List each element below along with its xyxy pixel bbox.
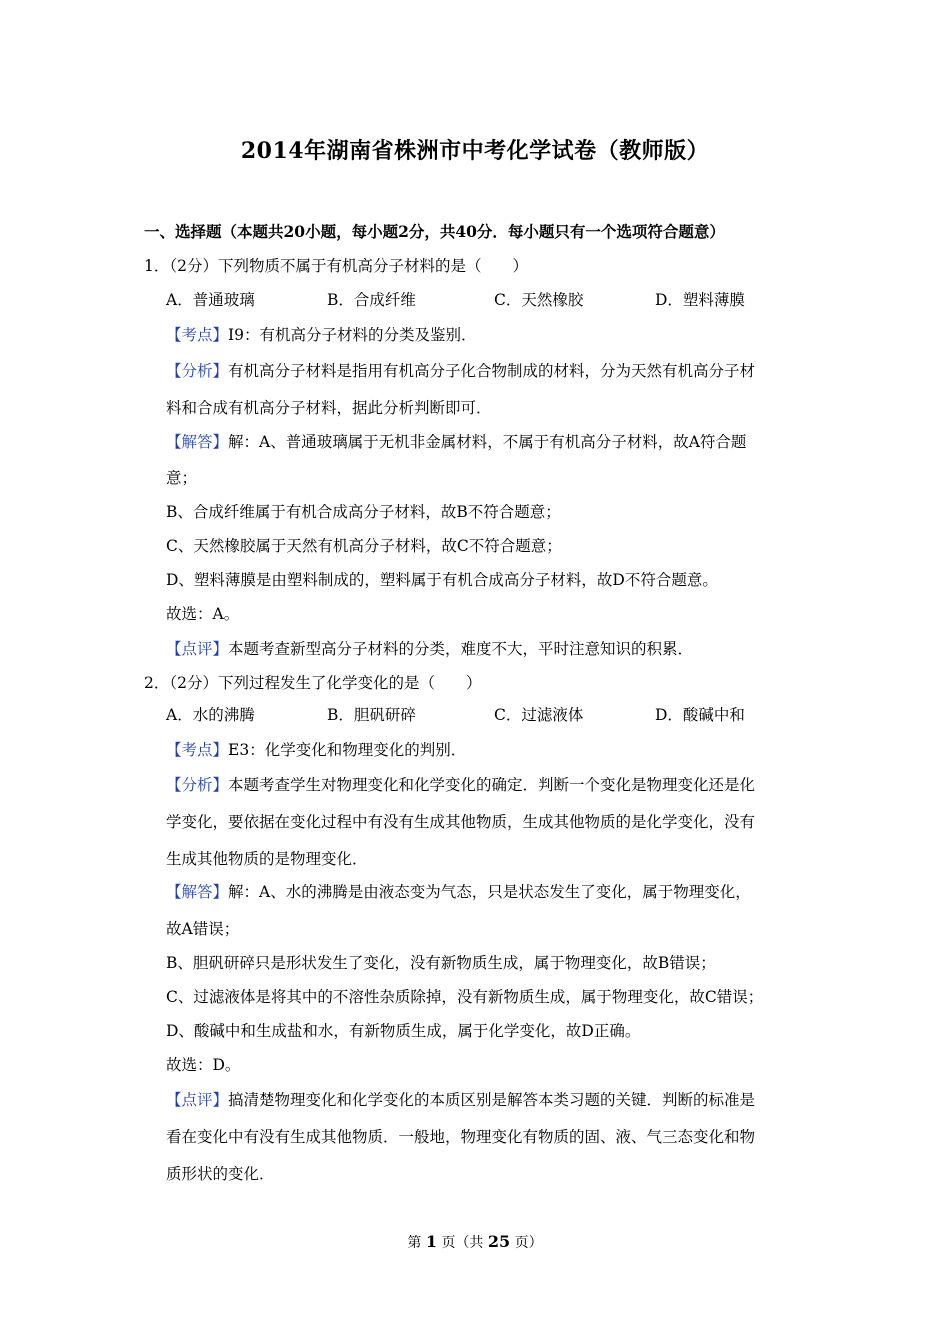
q2-fenxi	[166, 775, 755, 795]
footer-total-pages: 25	[487, 1232, 511, 1251]
q1-jieda-text-5: D、塑料薄膜是由塑料制成的，塑料属于有机合成高分子材料，故D不符合题意。	[166, 571, 718, 589]
q2-option-c: C．过滤液体	[494, 706, 584, 724]
q2-jieda-text-6: 故选：D。	[166, 1056, 241, 1074]
jieda-tag: 【解答】	[166, 883, 229, 901]
jieda-tag: 【解答】	[166, 433, 229, 451]
q2-kaodian	[166, 740, 466, 760]
footer-prefix: 第	[407, 1235, 422, 1251]
kaodian-tag: 【考点】	[166, 741, 229, 759]
question-1-stem: 1．（2分）下列物质不属于有机高分子材料的是（ ）	[144, 257, 528, 275]
q2-dianping	[166, 1090, 755, 1110]
footer-suffix: 页）	[514, 1235, 543, 1251]
q1-option-a: A．普通玻璃	[166, 291, 255, 309]
q1-jieda-text-4: C、天然橡胶属于天然有机高分子材料，故C不符合题意；	[166, 537, 562, 555]
fenxi-tag: 【分析】	[166, 362, 229, 380]
q2-fenxi-text-1: 本题考查学生对物理变化和化学变化的确定．判断一个变化是物理变化还是化	[228, 776, 756, 794]
q1-fenxi	[166, 361, 755, 381]
q2-jieda	[166, 882, 751, 902]
q2-option-d: D．酸碱中和	[655, 706, 745, 724]
q1-option-c: C．天然橡胶	[494, 291, 584, 309]
section-heading: 一、选择题（本题共20小题，每小题2分，共40分．每小题只有一个选项符合题意）	[144, 222, 725, 241]
fenxi-tag: 【分析】	[166, 776, 229, 794]
q2-dianping-text-2: 看在变化中有没有生成其他物质．一般地，物理变化有物质的固、液、气三态变化和物	[166, 1128, 756, 1146]
q1-fenxi-text-2: 料和合成有机高分子材料，据此分析判断即可．	[166, 399, 492, 417]
q2-jieda-text-4: C、过滤液体是将其中的不溶性杂质除掉，没有新物质生成，属于物理变化，故C错误；	[166, 988, 764, 1006]
q2-option-b: B．胆矾研碎	[327, 706, 416, 724]
q2-dianping-text-3: 质形状的变化．	[166, 1165, 275, 1183]
q1-jieda-text-2: 意；	[166, 469, 198, 487]
kaodian-tag: 【考点】	[166, 326, 229, 344]
dianping-tag: 【点评】	[166, 640, 229, 658]
q2-kaodian-text: E3：化学变化和物理变化的判别．	[228, 741, 467, 759]
footer-page-number: 1	[425, 1232, 437, 1251]
q2-fenxi-text-2: 学变化，要依据在变化过程中有没有生成其他物质，生成其他物质的是化学变化，没有	[166, 813, 756, 831]
q1-jieda-text-6: 故选：A。	[166, 605, 240, 623]
q2-fenxi-text-3: 生成其他物质的是物理变化．	[166, 850, 368, 868]
q1-kaodian-text: I9：有机高分子材料的分类及鉴别．	[228, 326, 477, 344]
q2-jieda-text-5: D、酸碱中和生成盐和水，有新物质生成，属于化学变化，故D正确。	[166, 1022, 641, 1040]
q1-dianping-text: 本题考查新型高分子材料的分类，难度不大，平时注意知识的积累．	[228, 640, 694, 658]
q1-option-b: B．合成纤维	[327, 291, 416, 309]
q1-jieda-text-3: B、合成纤维属于有机合成高分子材料，故B不符合题意；	[166, 503, 561, 521]
q2-jieda-text-1: 解：A、水的沸腾是由液态变为气态，只是状态发生了变化，属于物理变化，	[228, 883, 751, 901]
q1-fenxi-text-1: 有机高分子材料是指用有机高分子化合物制成的材料，分为天然有机高分子材	[228, 362, 756, 380]
q1-dianping	[166, 639, 693, 659]
q1-jieda	[166, 432, 746, 452]
q2-option-a: A．水的沸腾	[166, 706, 255, 724]
q1-option-d: D．塑料薄膜	[655, 291, 745, 309]
q2-dianping-text-1: 搞清楚物理变化和化学变化的本质区别是解答本类习题的关键．判断的标准是	[228, 1091, 756, 1109]
q1-kaodian	[166, 325, 477, 345]
question-2-stem: 2．（2分）下列过程发生了化学变化的是（ ）	[144, 674, 482, 692]
q2-jieda-text-2: 故A错误；	[166, 920, 240, 938]
page-footer	[0, 1232, 950, 1252]
q1-jieda-text-1: 解：A、普通玻璃属于无机非金属材料，不属于有机高分子材料，故A符合题	[228, 433, 747, 451]
q2-jieda-text-3: B、胆矾研碎只是形状发生了变化，没有新物质生成，属于物理变化，故B错误；	[166, 954, 716, 972]
page-title: 2014年湖南省株洲市中考化学试卷（教师版）	[240, 138, 710, 164]
dianping-tag: 【点评】	[166, 1091, 229, 1109]
footer-middle: 页（共	[441, 1235, 484, 1251]
